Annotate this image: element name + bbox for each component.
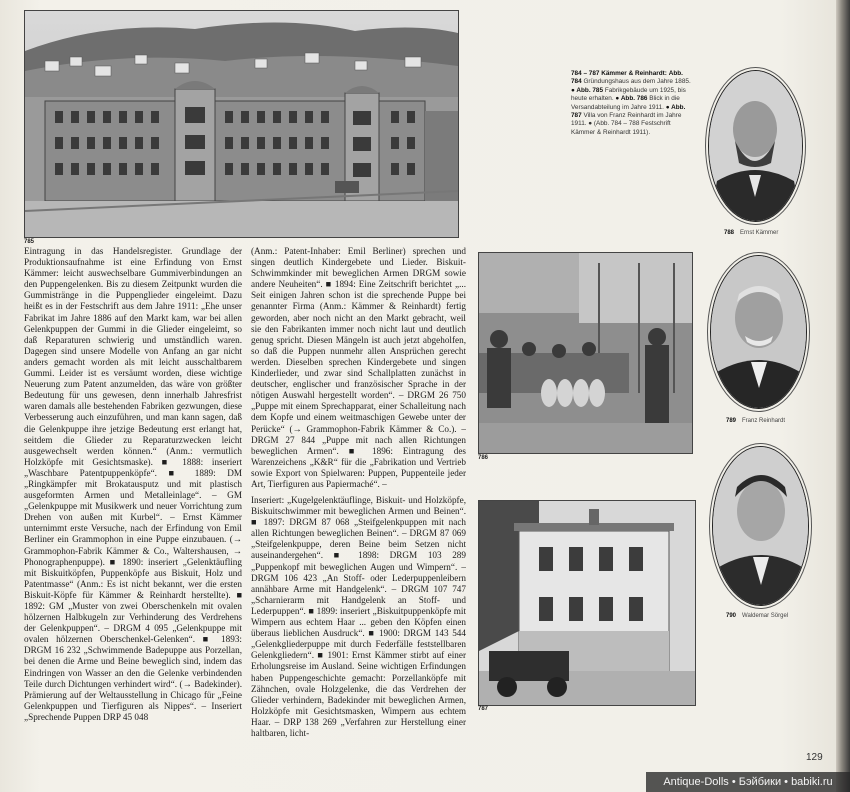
portrait-caption-788 xyxy=(724,230,778,236)
figure-number-786: 786 xyxy=(478,455,489,461)
caption-abb-787: ● Abb. 787 xyxy=(571,103,686,120)
portrait-number-788: 788 xyxy=(724,230,735,236)
figure-number-787: 787 xyxy=(478,706,489,712)
caption-text-786: Blick in die Versandabteilung im Jahre 1911. xyxy=(571,95,680,111)
portrait-name-789: Franz Reinhardt xyxy=(742,418,786,424)
portrait-name-788: Ernst Kämmer xyxy=(740,230,779,236)
caption-text-785: Fabrikgebäude um 1925, bis heute erhalten. xyxy=(571,86,686,103)
portrait-waldemar-soergel xyxy=(712,446,809,606)
body-text-middle-1: (Anm.: Patent-Inhaber: Emil Berliner) sprechen und singen deutlich Kindergebete und Lieder. Biskuit-Schwimmkinder mit beweglichen Armen DRGM sowie andere Neuheiten“. ■ 1894: Eine Zeitschrift berichtet „... Seit einigen Jahren schon ist die sprechende Puppe bei genannter Firma (Anm.: Kämmer & Reinhardt) fertig geworden, aber noch nicht an den Markt gebracht, weil sie den Fabrikanten immer noch nicht laut und deutlich genug spricht. Diesen Mängeln ist auch jetzt abgeholfen, so daß die Puppen nunmehr allen Ansprüchen gerecht werden. Dieselben sprechen Kindergebete und singen Kinderlieder, und zwar sind Schallplatten zunächst in deutscher, englischer und französischer Sprache in der nötigen Auswahl hergestellt worden“. – DRGM 26 750 „Puppe mit einem Sprechapparat, einer Schalleitung nach dem Kopfe und einem weitmaschigen Gewebe unter der Perücke“ (→ Grammophon-Fabrik Kämmer & Co.). – DRGM 27 844 „Puppe mit nach allen Richtungen beweglichen Armen“. ■ 1896: Eintragung des Warenzeichens „K&R“ für die „Fabrikation und Vertrieb sowie Export von Spielwaren: Puppen, Puppenteile jeder Art, Tierfiguren aus Papiermaché“. – xyxy=(251,246,466,489)
portrait-ernst-kaemmer-image xyxy=(709,71,802,221)
body-text-middle-2: Inseriert: „Kugelgelenktäuflinge, Biskuit- und Holzköpfe, Biskuitschwimmer mit beweglichen Armen und Beinen“. ■ 1897: DRGM 87 068 „Steifgelenkpuppen mit nach allen Richtungen beweglichen Beinen“. – DRGM 87 069 „Steifgelenkpuppe, deren Beine beim Setzen nicht auseinandergehen“. ■ 1898: DRGM 103 289 „Puppenkopf mit beweglichen Augen und Wimpern“. – DRGM 106 423 „An Stoff- oder Lederpuppenleibern annähbare Arme mit Handgelenk“. – DRGM 107 747 „Scharnierarm mit Handgelenk an Stoff- und Lederpuppen“. ■ 1899: inseriert „Biskuitpuppenköpfe mit Wimpern aus echtem Haar ... geben den Köpfen einen überaus lieblichen Ausdruck“. ■ 1900: DRGM 143 544 „Gelenkgliederpuppe mit durch Federfälle feststellbaren Gelenkgliedern“. ■ 1901: Ernst Kämmer stirbt auf einer Erholungsreise im Ausland. Seine wichtigen Erfindungen haben Puppengeschichte gemacht: Porzellanköpfe mit Zähnchen, ovale Holzgelenke, die das Verdrehen der Glieder verhindern, Badekinder mit beweglichen Armen, Holzköpfe mit Gesichtsmasken, Wimpern aus echtem Haar. – DRP 138 269 „Verfahren zur Herstellung einer haltbaren, licht- xyxy=(251,495,466,738)
book-spine-edge xyxy=(836,0,850,792)
caption-abb-786: ● Abb. 786 xyxy=(615,95,648,103)
figure-number-785: 785 xyxy=(24,239,35,245)
portrait-number-790: 790 xyxy=(726,613,737,619)
portrait-franz-reinhardt-image xyxy=(711,256,806,408)
villa-photo xyxy=(478,500,696,706)
body-text-left: Eintragung in das Handelsregister. Grundlage der Produktionsaufnahme ist eine Erfindung von Ernst Kämmer: leicht auswechselbare Gummiverbindungen an den Puppengelenken. Bis zu diesem Zeitpunkt wurden die Gummistränge in die Puppenglieder eingeleimt. Dazu heißt es in der Festschrift aus dem Jahre 1911: „Ehe unser Fabrikat im Jahre 1886 auf den Markt kam, war bei allen Gelenkpuppen der Gummi in die Glieder eingeleimt, so daß Reparaturen schwierig und umständlich waren. Dagegen sind unsere Modelle von Anfang an gar nicht anders gemacht worden als mit leicht ausschaltbarem Gummi. Leider ist es versäumt worden, diese wichtige Neuerung zum Patent anzumelden, das wäre von größter Bedeutung für uns gewesen, denn innerhalb Jahresfrist waren damals alle bestehenden Fabriken gezwungen, diese Verbesserung auch einzuführen, und man kann sagen, daß die Gelenkpuppe ihre jetzige Bedeutung erst erlangt hat, seitdem die Glieder zu Reparaturzwecken leicht ausgewechselt werden können.“ (Anm.: vermutlich Holzköpfe mit Gesichtsmaske). ■ 1888: inseriert „Waschbare Patentpuppenköpfe“. ■ 1889: DM „Ringkämpfer mit Brokatausputz und mit plastisch ausgeformten Armen und Metalleinlage“. – GM „Gelenkpuppe mit Musikwerk und neuer Vorrichtung zum Drehen von außen mit Kurbel“. – Ernst Kämmer unternimmt erste Versuche, nach der Erfindung von Emil Berliner ein Grammophon in eine Puppe einzubauen. (→ Grammophon-Fabrik Kämmer & Co., Waltershausen, → Phonographenpuppe). ■ 1890: inseriert „Gelenktäufling mit Biskuitköpfen, Puppenköpfe aus Biskuit, Holz und Patentmasse“ (Anm.: Es ist nicht bekannt, wer die ersten Biskuit-Köpfe für Kämmer & Reinhardt herstellte). ■ 1892: GM „Muster von zwei Oberschenkeln mit ovalen hölzernen Halbkugeln zur Verhinderung des Verdrehens der Gelenkpuppen“. – DRGM 4 095 „Gelenkpuppe mit ovalen hölzernen Oberschenkel-Gelenken“. ■ 1893: DRGM 16 232 „Schwimmende Badepuppe aus Porzellan, bei denen die Arme und Beine beweglich sind, indem das Eindringen von Wasser an den die Gelenke verbindenden Teile durch Dichtungen verhindert wird“. (→ Badekinder). Prämierung auf der Weltausstellung in Chicago für „Feine Gelenkpuppen und Tierfiguren als Nippes“. – Inseriert „Sprechende Puppen DRP 45 048 xyxy=(24,246,242,722)
caption-title: Kämmer & Reinhardt: xyxy=(601,70,667,77)
body-text-left-column xyxy=(24,246,242,746)
caption-abb-785: ● Abb. 785 xyxy=(571,86,604,94)
body-text-middle-column-bottom xyxy=(251,495,466,747)
factory-photo xyxy=(24,10,459,238)
factory-photo-image xyxy=(25,11,458,237)
shipping-department-photo xyxy=(478,252,693,454)
caption-range: 784 – 787 xyxy=(571,70,600,77)
body-text-middle-column-top xyxy=(251,246,466,496)
portrait-caption-789 xyxy=(726,418,785,424)
caption-abb-784: Abb. 784 xyxy=(571,70,683,86)
villa-image xyxy=(479,501,695,705)
portrait-name-790: Waldemar Sörgel xyxy=(742,613,789,619)
shipping-department-image xyxy=(479,253,692,453)
portrait-number-789: 789 xyxy=(726,418,737,424)
portrait-franz-reinhardt xyxy=(710,255,807,409)
portrait-ernst-kaemmer xyxy=(708,70,803,222)
watermark-banner: Antique-Dolls • Бэйбики • babiki.ru xyxy=(646,772,850,792)
portrait-waldemar-soergel-image xyxy=(713,447,808,605)
page-number: 129 xyxy=(806,752,823,763)
caption-text-787: Villa von Franz Reinhardt im Jahre 1911. ● (Abb. 784 – 788 Festschrift Kämmer & Reinhardt 1911). xyxy=(571,112,682,136)
caption-text-784: Gründungshaus aus dem Jahre 1885. xyxy=(583,78,691,86)
figure-caption xyxy=(571,70,691,137)
portrait-caption-790 xyxy=(726,613,788,619)
